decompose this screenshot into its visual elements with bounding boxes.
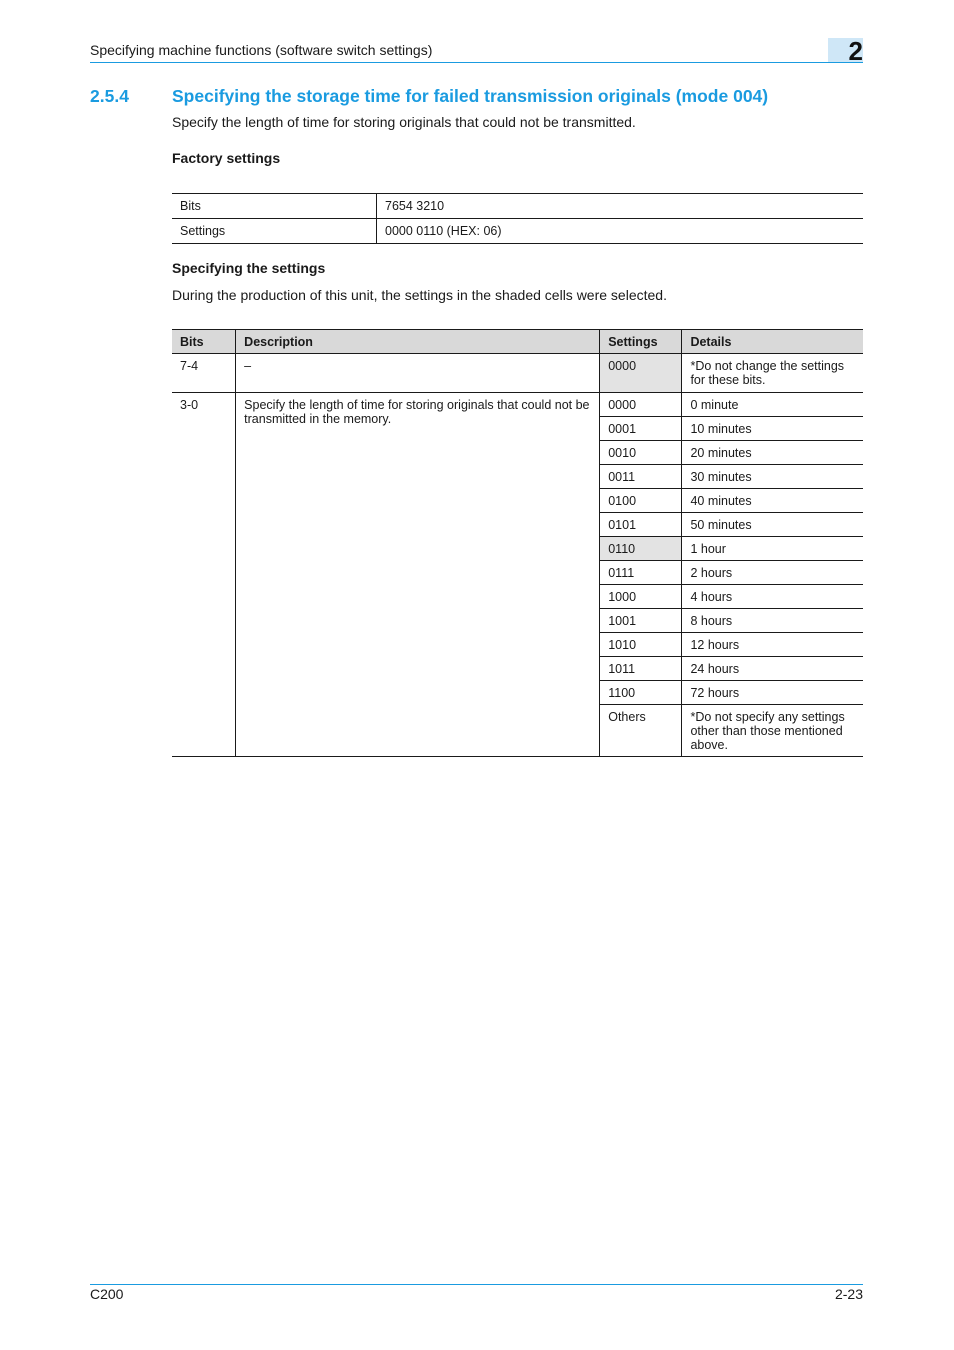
factory-settings-label: Settings (172, 219, 377, 244)
detail-cell: 12 hours (682, 633, 863, 657)
setting-cell: 1000 (600, 585, 682, 609)
chapter-number-badge (828, 36, 863, 66)
footer-model: C200 (90, 1286, 124, 1302)
table-row (172, 194, 863, 219)
detail-cell: 1 hour (682, 537, 863, 561)
detail-cell: 0 minute (682, 393, 863, 417)
setting-cell: 0010 (600, 441, 682, 465)
setting-cell: 0100 (600, 489, 682, 513)
setting-cell-selected: 0110 (600, 537, 682, 561)
setting-cell: 0111 (600, 561, 682, 585)
bits-cell: 7-4 (172, 354, 236, 393)
factory-bits-label: Bits (172, 194, 377, 219)
page-header-title: Specifying machine functions (software switch settings) (90, 42, 433, 58)
chapter-number: 2 (848, 36, 863, 66)
section-intro: Specify the length of time for storing originals that could not be transmitted. (172, 114, 636, 130)
specifying-heading: Specifying the settings (172, 260, 326, 276)
detail-cell: 2 hours (682, 561, 863, 585)
header-settings: Settings (600, 330, 682, 354)
detail-cell: *Do not specify any settings other than those mentioned above. (682, 705, 863, 757)
setting-cell: 1001 (600, 609, 682, 633)
detail-cell: 10 minutes (682, 417, 863, 441)
bits-cell: 3-0 (172, 393, 236, 757)
header-rule (90, 62, 863, 63)
detail-cell: 4 hours (682, 585, 863, 609)
detail-cell: 30 minutes (682, 465, 863, 489)
detail-cell: 50 minutes (682, 513, 863, 537)
detail-cell: 20 minutes (682, 441, 863, 465)
table-row (172, 354, 863, 393)
setting-cell: 1100 (600, 681, 682, 705)
setting-cell: 0000 (600, 354, 682, 393)
factory-settings-table (172, 193, 863, 244)
table-row (172, 393, 863, 417)
setting-cell: 1011 (600, 657, 682, 681)
footer-rule (90, 1284, 863, 1285)
settings-table (172, 329, 863, 757)
specifying-note: During the production of this unit, the settings in the shaded cells were selected. (172, 287, 667, 303)
factory-settings-value: 0000 0110 (HEX: 06) (377, 219, 864, 244)
header-details: Details (682, 330, 863, 354)
setting-cell: 0000 (600, 393, 682, 417)
detail-cell: 24 hours (682, 657, 863, 681)
table-header-row (172, 330, 863, 354)
detail-cell: *Do not change the settings for these bits. (682, 354, 863, 393)
setting-cell: 1010 (600, 633, 682, 657)
setting-cell: 0101 (600, 513, 682, 537)
description-cell: – (236, 354, 600, 393)
factory-settings-heading: Factory settings (172, 150, 281, 166)
setting-cell: 0011 (600, 465, 682, 489)
setting-cell: 0001 (600, 417, 682, 441)
setting-cell: Others (600, 705, 682, 757)
factory-bits-value: 7654 3210 (377, 194, 864, 219)
detail-cell: 8 hours (682, 609, 863, 633)
header-description: Description (236, 330, 600, 354)
detail-cell: 40 minutes (682, 489, 863, 513)
detail-cell: 72 hours (682, 681, 863, 705)
section-number: 2.5.4 (90, 86, 129, 106)
table-row (172, 219, 863, 244)
section-title: Specifying the storage time for failed transmission originals (mode 004) (172, 86, 769, 106)
footer-page-number: 2-23 (834, 1286, 863, 1302)
description-cell: Specify the length of time for storing originals that could not be transmitted in the memory. (236, 393, 600, 757)
header-bits: Bits (172, 330, 236, 354)
